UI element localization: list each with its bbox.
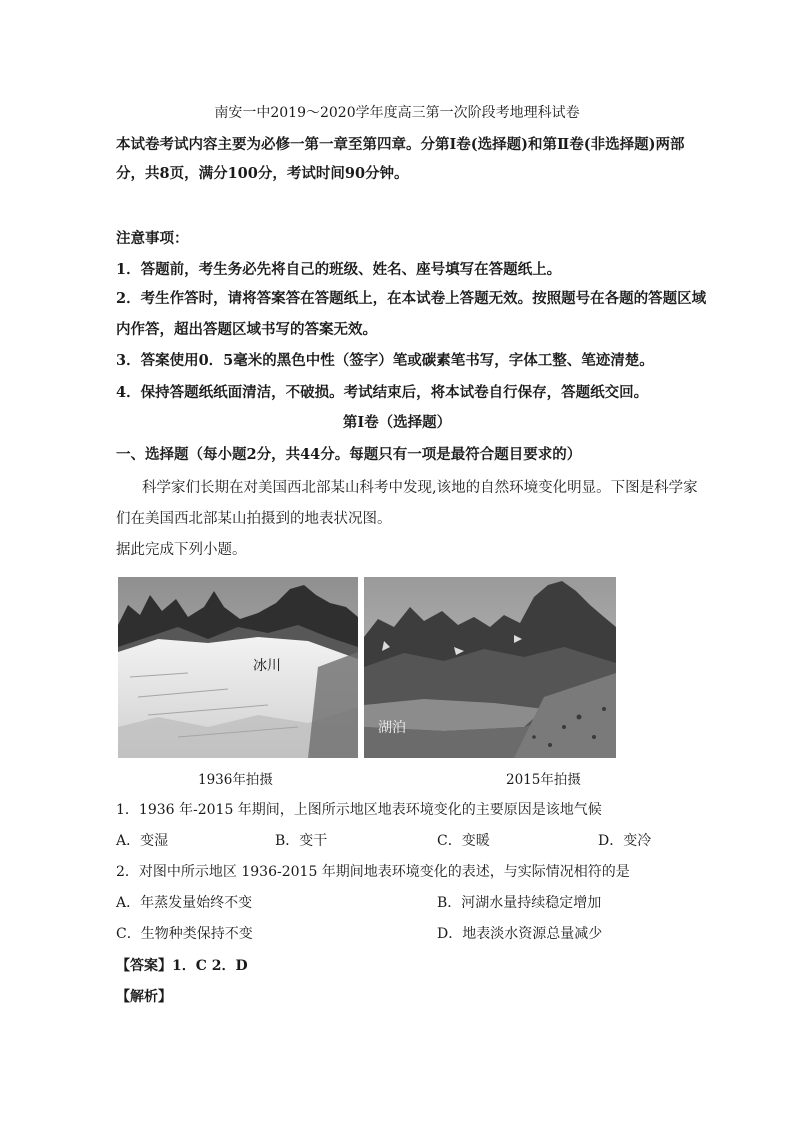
q1-option-d: D．变冷 <box>598 833 652 849</box>
q2-option-b: B．河湖水量持续稳定增加 <box>437 895 602 911</box>
glacier-photo-1936 <box>118 577 358 758</box>
question-1-stem: 1．1936 年-2015 年期间，上图所示地区地表环境变化的主要原因是该地气候 <box>116 802 602 818</box>
section1-heading: 一、选择题（每小题2分，共44分。每题只有一项是最符合题目要求的） <box>116 446 582 463</box>
q1-option-b: B．变干 <box>275 833 328 849</box>
notice-item-2: 2．考生作答时，请将答案答在答题纸上，在本试卷上答题无效。按照题号在各题的答题区域 <box>116 290 707 307</box>
q2-option-c: C．生物种类保持不变 <box>116 926 253 942</box>
q1-option-a: A．变湿 <box>116 833 169 849</box>
notice-item-2-cont: 内作答，超出答题区域书写的答案无效。 <box>116 321 377 338</box>
caption-2015: 2015年拍摄 <box>506 772 581 788</box>
notice-item-3: 3．答案使用0．5毫米的黑色中性（签字）笔或碳素笔书写，字体工整、笔迹清楚。 <box>116 352 654 369</box>
q1-option-c: C．变暖 <box>437 833 490 849</box>
lake-label: 湖泊 <box>378 720 406 736</box>
intro-line-2: 分，共8页，满分100分，考试时间90分钟。 <box>116 165 409 182</box>
q2-option-d: D．地表淡水资源总量减少 <box>437 926 603 942</box>
part1-title: 第Ⅰ卷（选择题） <box>342 414 452 431</box>
passage-line-3: 据此完成下列小题。 <box>116 542 247 558</box>
intro-line-1: 本试卷考试内容主要为必修一第一章至第四章。分第Ⅰ卷(选择题)和第Ⅱ卷(非选择题)两部 <box>116 136 685 153</box>
page-title: 南安一中2019～2020学年度高三第一次阶段考地理科试卷 <box>214 105 580 121</box>
q2-option-a: A．年蒸发量始终不变 <box>116 895 253 911</box>
analysis-heading: 【解析】 <box>116 989 172 1005</box>
glacier-label: 冰川 <box>253 658 281 674</box>
notice-item-1: 1．答题前，考生务必先将自己的班级、姓名、座号填写在答题纸上。 <box>116 261 562 278</box>
answer-line: 【答案】1．C 2．D <box>116 958 248 974</box>
passage-line-2: 们在美国西北部某山拍摄到的地表状况图。 <box>116 511 392 527</box>
passage-line-1: 科学家们长期在对美国西北部某山科考中发现,该地的自然环境变化明显。下图是科学家 <box>142 480 698 496</box>
notice-item-4: 4．保持答题纸纸面清洁，不破损。考试结束后，将本试卷自行保存，答题纸交回。 <box>116 384 649 401</box>
notice-heading: 注意事项： <box>116 230 189 247</box>
lake-photo-2015 <box>364 577 616 758</box>
question-2-stem: 2．对图中所示地区 1936-2015 年期间地表环境变化的表述，与实际情况相符的是 <box>116 864 630 880</box>
caption-1936: 1936年拍摄 <box>198 772 273 788</box>
